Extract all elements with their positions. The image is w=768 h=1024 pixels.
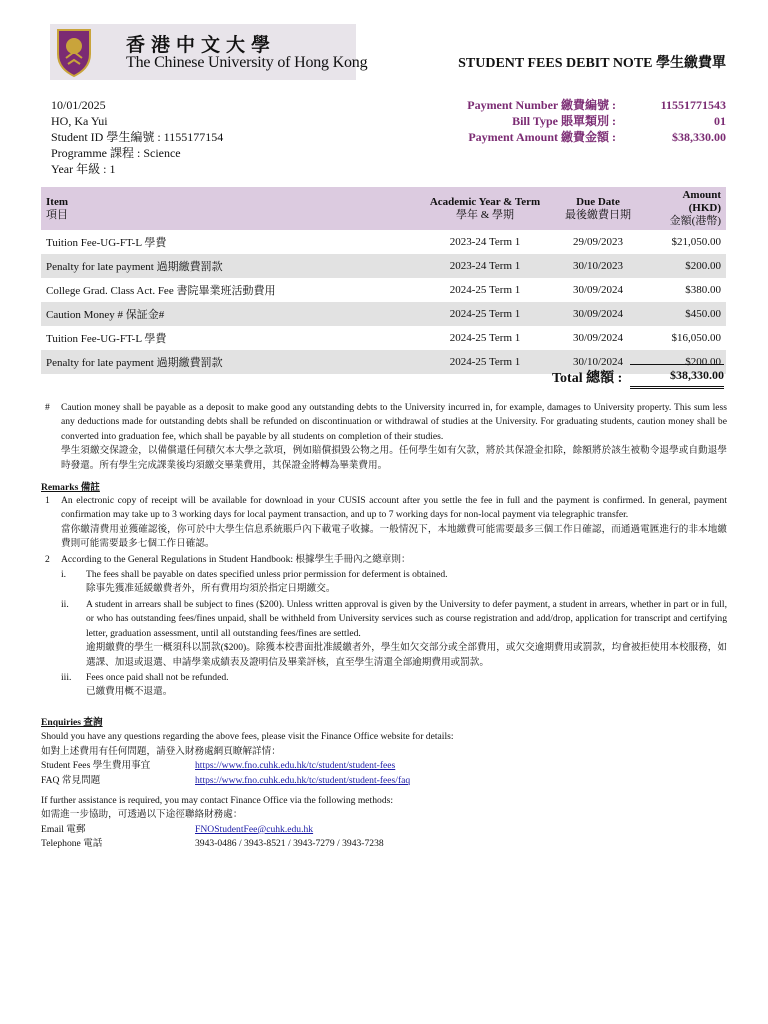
programme: Programme 課程 : Science xyxy=(51,146,181,160)
table-row xyxy=(41,230,726,254)
fee-item: Penalty for late payment 過期繳費罰款 xyxy=(41,350,421,374)
remark-number: 1 xyxy=(45,495,50,506)
student-fees-link[interactable]: https://www.fno.cuhk.edu.hk/tc/student/student-fees xyxy=(195,760,396,772)
fee-amount: $21,050.00 xyxy=(671,236,721,248)
column-header-due-date: Due Date 最後繳費日期 xyxy=(549,187,647,230)
fee-term: 2024-25 Term 1 xyxy=(449,284,521,296)
student-id: Student ID 學生編號 : 1155177154 xyxy=(51,130,224,144)
university-name-english: The Chinese University of Hong Kong xyxy=(126,54,368,71)
sub-remark-number: ii. xyxy=(61,599,69,610)
year-of-study: Year 年級 : 1 xyxy=(51,162,116,176)
sub-remark-chinese: 已繳費用概不退還。 xyxy=(86,686,173,698)
email-row xyxy=(41,823,454,837)
enquiries-intro-chinese: 如對上述費用有任何問題，請登入財務處網頁瞭解詳情： xyxy=(41,745,281,757)
table-row xyxy=(41,254,726,278)
cuhk-crest-icon xyxy=(54,26,94,78)
bill-type-label: Bill Type 賬單類別 : xyxy=(512,114,616,128)
payment-amount-label: Payment Amount 繳費金額 : xyxy=(468,130,616,144)
fee-due-date: 30/10/2024 xyxy=(549,350,647,374)
fee-amount: $380.00 xyxy=(685,284,721,296)
fee-due-date: 30/09/2024 xyxy=(549,302,647,326)
column-header-item: Item 項目 xyxy=(41,187,421,230)
issue-date: 10/01/2025 xyxy=(51,98,106,112)
column-header-term: Academic Year & Term 學年 & 學期 xyxy=(421,187,549,230)
payment-amount-value: $38,330.00 xyxy=(672,130,726,144)
telephone-label: Telephone 電話 xyxy=(41,838,103,850)
email-label: Email 電郵 xyxy=(41,823,86,835)
table-row xyxy=(41,350,726,374)
university-name-chinese: 香港中文大學 xyxy=(126,35,277,56)
fee-amount: $200.00 xyxy=(647,254,726,278)
fee-term: 2024-25 Term 1 xyxy=(421,350,549,374)
footnote-mark: # xyxy=(45,402,50,413)
caution-note-chinese: 學生須繳交保證金，以備償還任何積欠本大學之款項，例如賠償損毀公物之用。任何學生如有欠款，將於其保證金扣除，餘額將於該生被勒令退學或自動退學時發還。所有學生完成課業後均須繳交畢業費用，其保證金將轉為畢業費用。 xyxy=(61,445,727,471)
document-title: STUDENT FEES DEBIT NOTE 學生繳費單 xyxy=(458,56,726,71)
student-fees-link-row xyxy=(41,759,454,773)
remarks-title: Remarks 備註 xyxy=(41,482,100,493)
enquiries-section xyxy=(41,716,454,852)
payment-summary-labels xyxy=(467,97,616,145)
sub-remark-chinese: 除事先獲准延緩繳費者外，所有費用均須於指定日期繳交。 xyxy=(86,583,336,595)
fee-due-date: 30/09/2024 xyxy=(572,284,624,296)
fee-amount: $450.00 xyxy=(647,302,726,326)
sub-remark-item xyxy=(86,671,727,700)
sub-remark-item xyxy=(86,568,727,597)
total-value: $38,330.00 xyxy=(630,364,724,389)
remark-number: 2 xyxy=(45,554,50,565)
telephone-numbers: 3943-0486 / 3943-8521 / 3943-7279 / 3943-7238 xyxy=(195,838,384,850)
table-row xyxy=(41,302,726,326)
fee-term: 2023-24 Term 1 xyxy=(421,254,549,278)
fee-item: Tuition Fee-UG-FT-L 學費 xyxy=(46,333,167,345)
fee-term: 2024-25 Term 1 xyxy=(449,332,521,344)
fee-amount: $200.00 xyxy=(647,350,726,374)
table-row xyxy=(41,278,726,302)
fee-item: Tuition Fee-UG-FT-L 學費 xyxy=(46,237,167,249)
fee-due-date: 30/10/2023 xyxy=(549,254,647,278)
remark-2-title: According to the General Regulations in Student Handbook: 根據學生手冊內之總章則： xyxy=(61,554,411,565)
fee-table-header xyxy=(41,187,726,230)
sub-remark-item xyxy=(86,598,727,670)
university-logo xyxy=(50,24,368,80)
payment-summary-values xyxy=(661,97,726,145)
fee-item: College Grad. Class Act. Fee 書院畢業班活動費用 xyxy=(46,285,276,297)
sub-remark-number: i. xyxy=(61,569,67,580)
faq-link[interactable]: https://www.fno.cuhk.edu.hk/tc/student/student-fees/faq xyxy=(195,774,411,786)
fee-due-date: 29/09/2023 xyxy=(572,236,624,248)
caution-note-english: Caution money shall be payable as a deposit to make good any outstanding debts to the University incurred in, for example, damages to University property. This sum less any deductions made for outstanding debts shall be refunded on discontinuation or withdrawal of studies at the University. For graduating students, caution money shall be converted into graduation fee, which shall be payable by all students on completion of their studies. xyxy=(61,402,727,442)
fee-amount: $16,050.00 xyxy=(671,332,721,344)
enquiries-intro-english: Should you have any questions regarding the above fees, please visit the Finance Office website for details: xyxy=(41,731,454,743)
enquiries-title: Enquiries 查詢 xyxy=(41,717,103,728)
email-link[interactable]: FNOStudentFee@cuhk.edu.hk xyxy=(195,823,314,835)
payment-number-label: Payment Number 繳費編號 : xyxy=(467,98,616,112)
fee-item: Caution Money # 保証金# xyxy=(41,302,421,326)
fee-due-date: 30/09/2024 xyxy=(572,332,624,344)
student-fees-label: Student Fees 學生費用事宜 xyxy=(41,760,151,772)
fee-table xyxy=(41,187,726,374)
further-assistance-english: If further assistance is required, you may contact Finance Office via the following methods: xyxy=(41,795,394,806)
remarks-list xyxy=(41,494,727,714)
remark-1-english: An electronic copy of receipt will be available for download in your CUSIS account after you settle the fee in full and the payment is confirmed. In general, payment confirmation may take up to 3 working days for local payment transaction, and up to 7 working days for non-local payment via telegraphic transfer. xyxy=(61,495,727,521)
bill-type-value: 01 xyxy=(714,114,726,128)
telephone-row xyxy=(41,837,454,851)
student-info xyxy=(51,97,223,177)
further-assistance-chinese: 如需進一步協助，可透過以下途徑聯絡財務處： xyxy=(41,809,243,821)
faq-label: FAQ 常見問題 xyxy=(41,774,101,786)
remark-item xyxy=(61,494,727,552)
student-name: HO, Ka Yui xyxy=(51,114,108,128)
sub-remark-english: A student in arrears shall be subject to fines ($200). Unless written approval is given by the University to defer payment, a student in arrears, whether in part or in full, or who has outstanding fees/fines unpaid, shall be withheld from University services such as course registration and add/drop, application for transcript and certifying letter, graduation assessment, until all outstanding fees/fines are settled. xyxy=(86,599,727,639)
payment-number-value: 11551771543 xyxy=(660,98,726,112)
faq-link-row xyxy=(41,774,454,788)
sub-remark-english: The fees shall be payable on dates specified unless prior permission for deferment is obtained. xyxy=(86,569,448,580)
total-label: Total 總額 : xyxy=(552,371,623,386)
sub-remark-english: Fees once paid shall not be refunded. xyxy=(86,672,229,683)
fee-term: 2024-25 Term 1 xyxy=(421,302,549,326)
fee-term: 2023-24 Term 1 xyxy=(449,236,521,248)
sub-remark-number: iii. xyxy=(61,672,72,683)
table-row xyxy=(41,326,726,350)
column-header-amount: Amount (HKD) 金額(港幣) xyxy=(647,187,726,230)
fee-item: Penalty for late payment 過期繳費罰款 xyxy=(41,254,421,278)
remark-1-chinese: 當你繳清費用並獲確認後，你可於中大學生信息系統賬戶內下載電子收據。一般情況下，本地繳費可能需要最多三個工作日確認，而通過電匯進行的非本地繳費則可能需要最多七個工作日確認。 xyxy=(61,523,727,550)
sub-remark-chinese: 逾期繳費的學生一概須科以罰款($200)。除獲本校書面批准緩繳者外，學生如欠交部分或全部費用，或欠交逾期費用或罰款，均會被拒使用本校服務，如選課、加退或退選、申請學業成績表及證明信及畢業評核，直至學生清還全部逾期費用或罰款。 xyxy=(86,642,727,668)
